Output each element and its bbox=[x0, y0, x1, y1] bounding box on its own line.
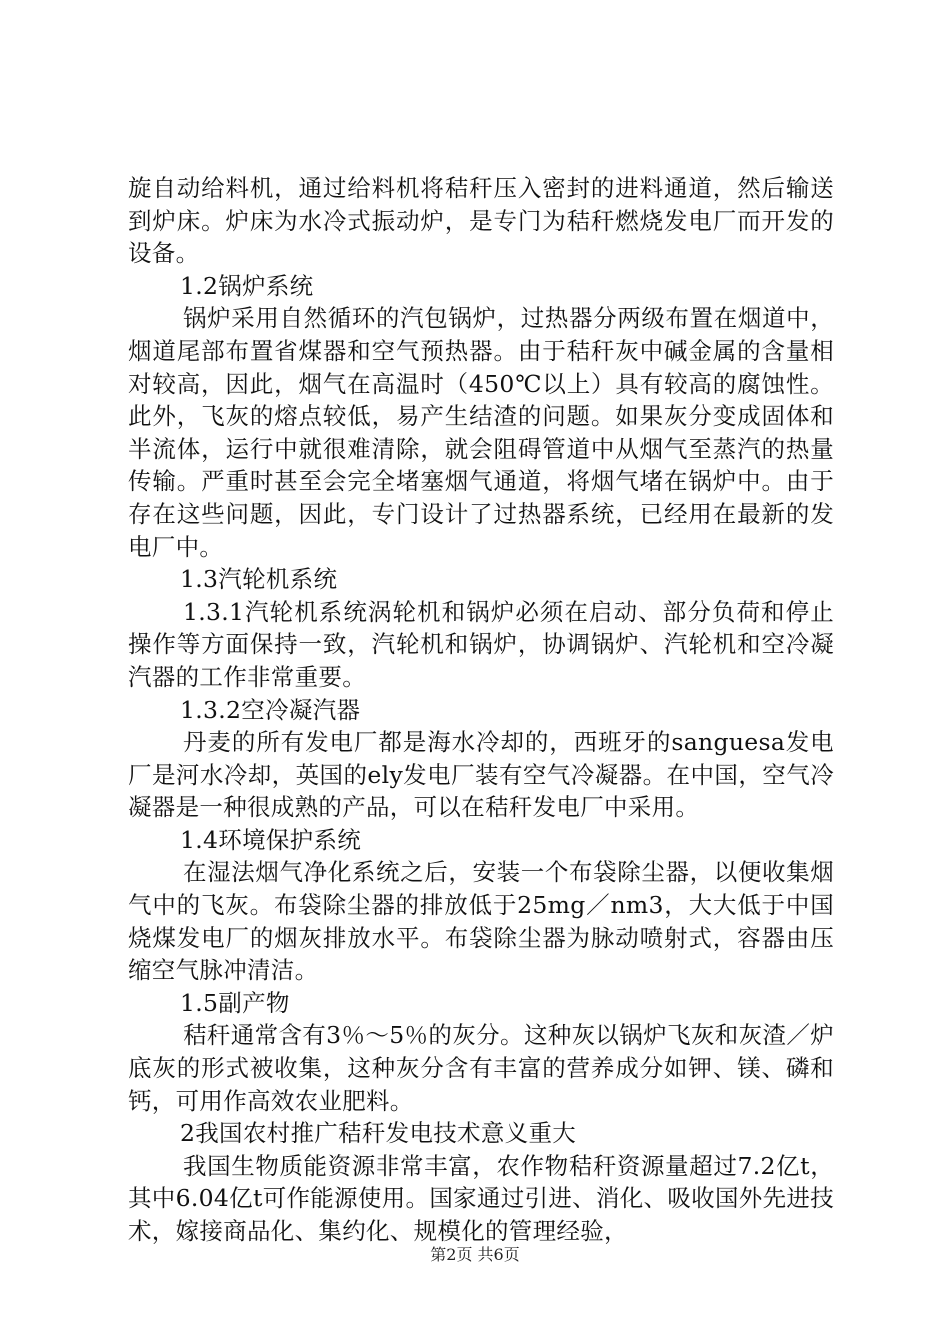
paragraph-environment-protection: 在湿法烟气净化系统之后，安装一个布袋除尘器，以便收集烟气中的飞灰。布袋除尘器的排放低于25mg／nm3，大大低于中国烧煤发电厂的烟灰排放水平。布袋除尘器为脉动喷射式，容器由压缩空气脉冲清洁。 bbox=[128, 858, 834, 985]
paragraph-boiler-system: 锅炉采用自然循环的汽包锅炉，过热器分两级布置在烟道中，烟道尾部布置省煤器和空气预热器。由于秸秆灰中碱金属的含量相对较高，因此，烟气在高温时（450℃以上）具有较高的腐蚀性。此外，飞灰的熔点较低，易产生结渣的问题。如果灰分变成固体和半流体，运行中就很难清除，就会阻碍管道中从烟气至蒸汽的热量传输。严重时甚至会完全堵塞烟气通道，将烟气堵在锅炉中。由于存在这些问题，因此，专门设计了过热器系统，已经用在最新的发电厂中。 bbox=[128, 304, 834, 561]
page-number: 第2页 共6页 bbox=[430, 1245, 520, 1264]
page-footer bbox=[0, 1242, 950, 1265]
section-heading-2: 2我国农村推广秸秆发电技术意义重大 bbox=[180, 1119, 577, 1148]
section-heading-1-3-2: 1.3.2空冷凝汽器 bbox=[180, 695, 361, 724]
paragraph-air-condenser: 丹麦的所有发电厂都是海水冷却的，西班牙的sanguesa发电厂是河水冷却，英国的ely发电厂装有空气冷凝器。在中国，空气冷凝器是一种很成熟的产品，可以在秸秆发电厂中采用。 bbox=[128, 728, 834, 822]
section-heading-1-5: 1.5副产物 bbox=[180, 988, 290, 1017]
paragraph-continued: 旋自动给料机，通过给料机将秸秆压入密封的进料通道，然后输送到炉床。炉床为水冷式振动炉，是专门为秸秆燃烧发电厂而开发的设备。 bbox=[128, 174, 834, 268]
section-heading-1-3: 1.3汽轮机系统 bbox=[180, 565, 338, 594]
document-body bbox=[128, 172, 834, 1248]
paragraph-turbine-system: 1.3.1汽轮机系统涡轮机和锅炉必须在启动、部分负荷和停止操作等方面保持一致，汽轮机和锅炉，协调锅炉、汽轮机和空冷凝汽器的工作非常重要。 bbox=[128, 597, 834, 691]
paragraph-byproducts: 秸秆通常含有3％～5％的灰分。这种灰以锅炉飞灰和灰渣／炉底灰的形式被收集，这种灰分含有丰富的营养成分如钾、镁、磷和钙，可用作高效农业肥料。 bbox=[128, 1021, 834, 1115]
paragraph-biomass-resources: 我国生物质能资源非常丰富，农作物秸秆资源量超过7.2亿t，其中6.04亿t可作能源使用。国家通过引进、消化、吸收国外先进技术，嫁接商品化、集约化、规模化的管理经验， bbox=[128, 1151, 834, 1245]
section-heading-1-2: 1.2锅炉系统 bbox=[180, 271, 314, 300]
section-heading-1-4: 1.4环境保护系统 bbox=[180, 825, 362, 854]
